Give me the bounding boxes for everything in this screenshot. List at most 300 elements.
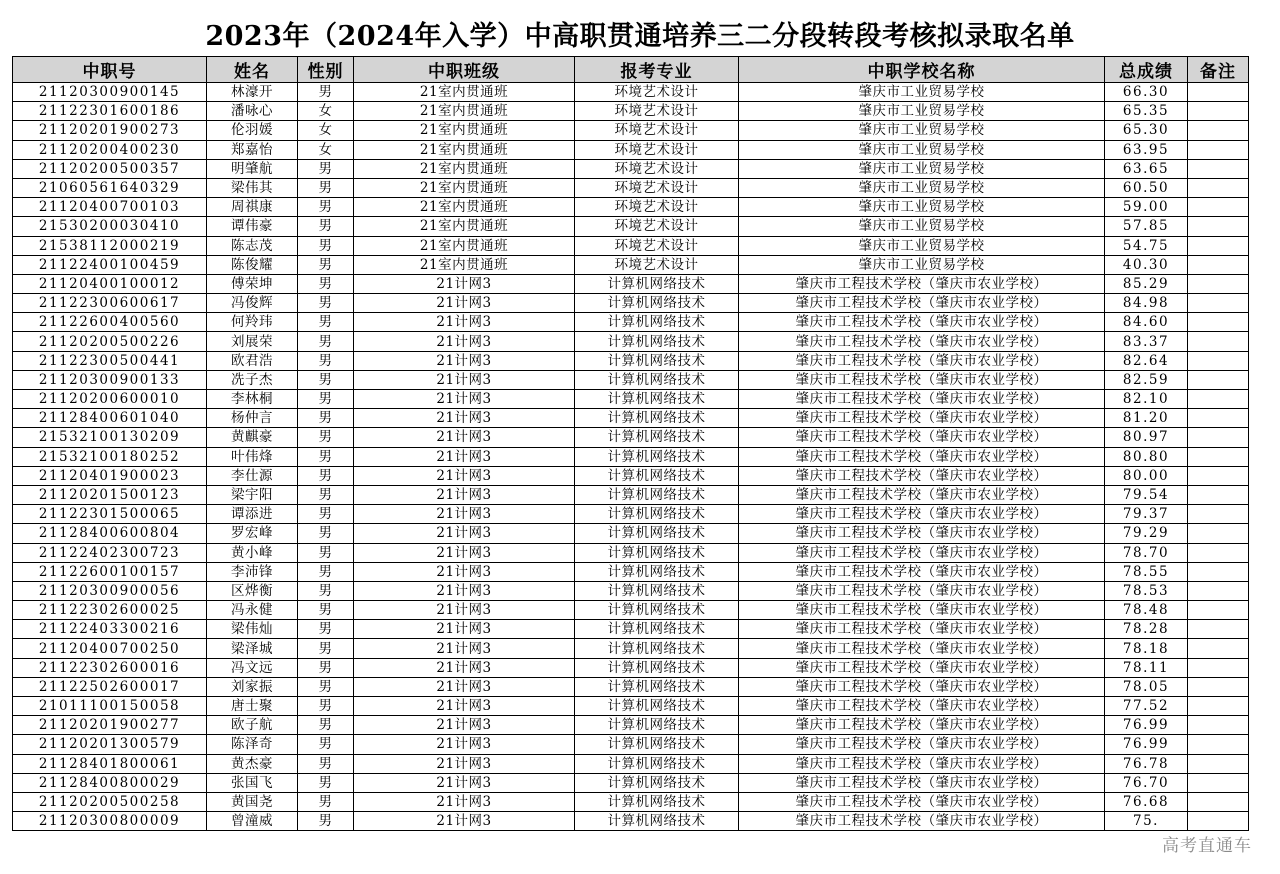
- name-cell: 冯俊辉: [207, 294, 298, 313]
- major-cell: 环境艺术设计: [575, 83, 739, 102]
- student-id-cell: 21120400100012: [13, 274, 207, 293]
- gender-cell: 男: [298, 83, 354, 102]
- remarks-cell: [1188, 428, 1249, 447]
- score-cell: 76.70: [1105, 773, 1188, 792]
- score-cell: 79.29: [1105, 524, 1188, 543]
- name-cell: 陈俊耀: [207, 255, 298, 274]
- score-cell: 76.99: [1105, 735, 1188, 754]
- name-cell: 陈志茂: [207, 236, 298, 255]
- remarks-cell: [1188, 697, 1249, 716]
- score-cell: 57.85: [1105, 217, 1188, 236]
- student-id-cell: 21128401800061: [13, 754, 207, 773]
- score-cell: 78.28: [1105, 620, 1188, 639]
- table-row: [13, 217, 1249, 236]
- class-cell: 21计网3: [354, 735, 575, 754]
- student-id-cell: 21530200030410: [13, 217, 207, 236]
- remarks-cell: [1188, 83, 1249, 102]
- gender-cell: 男: [298, 370, 354, 389]
- remarks-cell: [1188, 159, 1249, 178]
- gender-cell: 男: [298, 697, 354, 716]
- student-id-cell: 21122600400560: [13, 313, 207, 332]
- table-row: [13, 773, 1249, 792]
- score-cell: 82.10: [1105, 390, 1188, 409]
- score-cell: 76.78: [1105, 754, 1188, 773]
- table-row: [13, 102, 1249, 121]
- school-cell: 肇庆市工程技术学校（肇庆市农业学校）: [739, 639, 1105, 658]
- table-row: [13, 351, 1249, 370]
- gender-cell: 女: [298, 121, 354, 140]
- gender-cell: 男: [298, 236, 354, 255]
- school-cell: 肇庆市工业贸易学校: [739, 159, 1105, 178]
- table-row: [13, 562, 1249, 581]
- school-cell: 肇庆市工业贸易学校: [739, 217, 1105, 236]
- table-row: [13, 332, 1249, 351]
- header-total-score: 总成绩: [1105, 57, 1188, 83]
- gender-cell: 男: [298, 428, 354, 447]
- score-cell: 79.37: [1105, 505, 1188, 524]
- student-id-cell: 21122301500065: [13, 505, 207, 524]
- class-cell: 21计网3: [354, 620, 575, 639]
- name-cell: 黄国尧: [207, 792, 298, 811]
- gender-cell: 男: [298, 198, 354, 217]
- class-cell: 21计网3: [354, 716, 575, 735]
- table-row: [13, 581, 1249, 600]
- school-cell: 肇庆市工程技术学校（肇庆市农业学校）: [739, 485, 1105, 504]
- major-cell: 计算机网络技术: [575, 697, 739, 716]
- gender-cell: 男: [298, 255, 354, 274]
- header-class: 中职班级: [354, 57, 575, 83]
- class-cell: 21计网3: [354, 313, 575, 332]
- class-cell: 21计网3: [354, 677, 575, 696]
- gender-cell: 男: [298, 735, 354, 754]
- student-id-cell: 21011100150058: [13, 697, 207, 716]
- score-cell: 81.20: [1105, 409, 1188, 428]
- table-row: [13, 140, 1249, 159]
- name-cell: 周祺康: [207, 198, 298, 217]
- remarks-cell: [1188, 639, 1249, 658]
- school-cell: 肇庆市工程技术学校（肇庆市农业学校）: [739, 792, 1105, 811]
- header-major: 报考专业: [575, 57, 739, 83]
- school-cell: 肇庆市工程技术学校（肇庆市农业学校）: [739, 351, 1105, 370]
- student-id-cell: 21128400601040: [13, 409, 207, 428]
- school-cell: 肇庆市工程技术学校（肇庆市农业学校）: [739, 620, 1105, 639]
- name-cell: 梁宇阳: [207, 485, 298, 504]
- name-cell: 张国飞: [207, 773, 298, 792]
- major-cell: 环境艺术设计: [575, 198, 739, 217]
- remarks-cell: [1188, 524, 1249, 543]
- gender-cell: 男: [298, 754, 354, 773]
- student-id-cell: 21120400700103: [13, 198, 207, 217]
- class-cell: 21室内贯通班: [354, 140, 575, 159]
- score-cell: 78.55: [1105, 562, 1188, 581]
- name-cell: 明肇航: [207, 159, 298, 178]
- major-cell: 计算机网络技术: [575, 332, 739, 351]
- remarks-cell: [1188, 485, 1249, 504]
- score-cell: 63.65: [1105, 159, 1188, 178]
- remarks-cell: [1188, 792, 1249, 811]
- gender-cell: 男: [298, 581, 354, 600]
- student-id-cell: 21122302600025: [13, 601, 207, 620]
- student-id-cell: 21120200400230: [13, 140, 207, 159]
- student-id-cell: 21122300600617: [13, 294, 207, 313]
- name-cell: 李仕源: [207, 466, 298, 485]
- school-cell: 肇庆市工程技术学校（肇庆市农业学校）: [739, 390, 1105, 409]
- score-cell: 66.30: [1105, 83, 1188, 102]
- gender-cell: 男: [298, 524, 354, 543]
- score-cell: 78.70: [1105, 543, 1188, 562]
- remarks-cell: [1188, 294, 1249, 313]
- remarks-cell: [1188, 543, 1249, 562]
- name-cell: 欧君浩: [207, 351, 298, 370]
- class-cell: 21室内贯通班: [354, 236, 575, 255]
- table-row: [13, 178, 1249, 197]
- remarks-cell: [1188, 255, 1249, 274]
- remarks-cell: [1188, 140, 1249, 159]
- school-cell: 肇庆市工程技术学校（肇庆市农业学校）: [739, 505, 1105, 524]
- major-cell: 计算机网络技术: [575, 581, 739, 600]
- table-row: [13, 294, 1249, 313]
- score-cell: 76.68: [1105, 792, 1188, 811]
- document-title: 2023年（2024年入学）中高职贯通培养三二分段转段考核拟录取名单: [205, 21, 1075, 52]
- name-cell: 谭添进: [207, 505, 298, 524]
- table-row: [13, 812, 1249, 831]
- score-cell: 80.97: [1105, 428, 1188, 447]
- name-cell: 罗宏峰: [207, 524, 298, 543]
- gender-cell: 男: [298, 773, 354, 792]
- class-cell: 21计网3: [354, 543, 575, 562]
- table-header-row: [13, 57, 1249, 83]
- table-row: [13, 697, 1249, 716]
- gender-cell: 男: [298, 351, 354, 370]
- name-cell: 李林桐: [207, 390, 298, 409]
- major-cell: 计算机网络技术: [575, 524, 739, 543]
- gender-cell: 男: [298, 658, 354, 677]
- table-row: [13, 236, 1249, 255]
- school-cell: 肇庆市工业贸易学校: [739, 236, 1105, 255]
- student-id-cell: 21120201900273: [13, 121, 207, 140]
- major-cell: 计算机网络技术: [575, 294, 739, 313]
- student-id-cell: 21122300500441: [13, 351, 207, 370]
- student-id-cell: 21120300800009: [13, 812, 207, 831]
- class-cell: 21计网3: [354, 812, 575, 831]
- major-cell: 计算机网络技术: [575, 658, 739, 677]
- major-cell: 计算机网络技术: [575, 562, 739, 581]
- score-cell: 54.75: [1105, 236, 1188, 255]
- remarks-cell: [1188, 351, 1249, 370]
- remarks-cell: [1188, 313, 1249, 332]
- school-cell: 肇庆市工程技术学校（肇庆市农业学校）: [739, 447, 1105, 466]
- school-cell: 肇庆市工程技术学校（肇庆市农业学校）: [739, 677, 1105, 696]
- name-cell: 叶伟烽: [207, 447, 298, 466]
- school-cell: 肇庆市工业贸易学校: [739, 178, 1105, 197]
- table-row: [13, 198, 1249, 217]
- major-cell: 环境艺术设计: [575, 140, 739, 159]
- student-id-cell: 21120200500226: [13, 332, 207, 351]
- major-cell: 环境艺术设计: [575, 217, 739, 236]
- school-cell: 肇庆市工业贸易学校: [739, 102, 1105, 121]
- name-cell: 梁泽城: [207, 639, 298, 658]
- remarks-cell: [1188, 562, 1249, 581]
- class-cell: 21计网3: [354, 792, 575, 811]
- table-row: [13, 735, 1249, 754]
- major-cell: 计算机网络技术: [575, 409, 739, 428]
- major-cell: 计算机网络技术: [575, 447, 739, 466]
- school-cell: 肇庆市工程技术学校（肇庆市农业学校）: [739, 428, 1105, 447]
- gender-cell: 男: [298, 620, 354, 639]
- major-cell: 环境艺术设计: [575, 236, 739, 255]
- gender-cell: 男: [298, 390, 354, 409]
- school-cell: 肇庆市工程技术学校（肇庆市农业学校）: [739, 754, 1105, 773]
- major-cell: 计算机网络技术: [575, 313, 739, 332]
- table-row: [13, 466, 1249, 485]
- remarks-cell: [1188, 677, 1249, 696]
- student-id-cell: 21128400600804: [13, 524, 207, 543]
- score-cell: 83.37: [1105, 332, 1188, 351]
- gender-cell: 男: [298, 178, 354, 197]
- major-cell: 计算机网络技术: [575, 754, 739, 773]
- remarks-cell: [1188, 198, 1249, 217]
- school-cell: 肇庆市工程技术学校（肇庆市农业学校）: [739, 524, 1105, 543]
- remarks-cell: [1188, 466, 1249, 485]
- student-id-cell: 21122600100157: [13, 562, 207, 581]
- school-cell: 肇庆市工程技术学校（肇庆市农业学校）: [739, 332, 1105, 351]
- table-row: [13, 543, 1249, 562]
- table-row: [13, 390, 1249, 409]
- gender-cell: 男: [298, 792, 354, 811]
- remarks-cell: [1188, 370, 1249, 389]
- class-cell: 21计网3: [354, 562, 575, 581]
- gender-cell: 男: [298, 677, 354, 696]
- class-cell: 21计网3: [354, 274, 575, 293]
- student-id-cell: 21122400100459: [13, 255, 207, 274]
- gender-cell: 男: [298, 543, 354, 562]
- student-id-cell: 21532100130209: [13, 428, 207, 447]
- student-id-cell: 21120200600010: [13, 390, 207, 409]
- gender-cell: 男: [298, 505, 354, 524]
- class-cell: 21计网3: [354, 601, 575, 620]
- table-row: [13, 159, 1249, 178]
- class-cell: 21计网3: [354, 697, 575, 716]
- student-id-cell: 21122502600017: [13, 677, 207, 696]
- name-cell: 曾潼威: [207, 812, 298, 831]
- class-cell: 21室内贯通班: [354, 198, 575, 217]
- school-cell: 肇庆市工程技术学校（肇庆市农业学校）: [739, 697, 1105, 716]
- student-id-cell: 21120300900145: [13, 83, 207, 102]
- name-cell: 陈泽奇: [207, 735, 298, 754]
- score-cell: 78.18: [1105, 639, 1188, 658]
- student-id-cell: 21120201300579: [13, 735, 207, 754]
- gender-cell: 男: [298, 639, 354, 658]
- major-cell: 计算机网络技术: [575, 620, 739, 639]
- name-cell: 刘家振: [207, 677, 298, 696]
- remarks-cell: [1188, 447, 1249, 466]
- student-id-cell: 21120201900277: [13, 716, 207, 735]
- table-row: [13, 121, 1249, 140]
- major-cell: 环境艺术设计: [575, 178, 739, 197]
- major-cell: 计算机网络技术: [575, 735, 739, 754]
- admission-list-table: [12, 56, 1249, 831]
- remarks-cell: [1188, 620, 1249, 639]
- score-cell: 78.53: [1105, 581, 1188, 600]
- score-cell: 78.11: [1105, 658, 1188, 677]
- major-cell: 计算机网络技术: [575, 428, 739, 447]
- score-cell: 85.29: [1105, 274, 1188, 293]
- class-cell: 21计网3: [354, 505, 575, 524]
- class-cell: 21计网3: [354, 332, 575, 351]
- remarks-cell: [1188, 236, 1249, 255]
- gender-cell: 男: [298, 447, 354, 466]
- score-cell: 80.00: [1105, 466, 1188, 485]
- score-cell: 75.: [1105, 812, 1188, 831]
- major-cell: 计算机网络技术: [575, 716, 739, 735]
- major-cell: 计算机网络技术: [575, 390, 739, 409]
- name-cell: 傅荣坤: [207, 274, 298, 293]
- remarks-cell: [1188, 581, 1249, 600]
- gender-cell: 男: [298, 485, 354, 504]
- score-cell: 84.98: [1105, 294, 1188, 313]
- header-name: 姓名: [207, 57, 298, 83]
- class-cell: 21计网3: [354, 466, 575, 485]
- class-cell: 21计网3: [354, 351, 575, 370]
- name-cell: 潘咏心: [207, 102, 298, 121]
- major-cell: 计算机网络技术: [575, 351, 739, 370]
- student-id-cell: 21538112000219: [13, 236, 207, 255]
- gender-cell: 女: [298, 140, 354, 159]
- gender-cell: 男: [298, 294, 354, 313]
- major-cell: 计算机网络技术: [575, 505, 739, 524]
- name-cell: 冯文远: [207, 658, 298, 677]
- student-id-cell: 21120401900023: [13, 466, 207, 485]
- table-row: [13, 255, 1249, 274]
- school-cell: 肇庆市工程技术学校（肇庆市农业学校）: [739, 294, 1105, 313]
- gender-cell: 男: [298, 332, 354, 351]
- score-cell: 78.05: [1105, 677, 1188, 696]
- class-cell: 21计网3: [354, 581, 575, 600]
- name-cell: 黄杰豪: [207, 754, 298, 773]
- major-cell: 计算机网络技术: [575, 677, 739, 696]
- remarks-cell: [1188, 812, 1249, 831]
- table-row: [13, 716, 1249, 735]
- school-cell: 肇庆市工业贸易学校: [739, 198, 1105, 217]
- gender-cell: 男: [298, 274, 354, 293]
- gender-cell: 男: [298, 601, 354, 620]
- gender-cell: 男: [298, 562, 354, 581]
- student-id-cell: 21120400700250: [13, 639, 207, 658]
- class-cell: 21室内贯通班: [354, 178, 575, 197]
- table-row: [13, 485, 1249, 504]
- table-row: [13, 658, 1249, 677]
- gender-cell: 男: [298, 716, 354, 735]
- class-cell: 21计网3: [354, 773, 575, 792]
- name-cell: 刘展荣: [207, 332, 298, 351]
- table-row: [13, 83, 1249, 102]
- remarks-cell: [1188, 773, 1249, 792]
- remarks-cell: [1188, 505, 1249, 524]
- table-row: [13, 505, 1249, 524]
- remarks-cell: [1188, 409, 1249, 428]
- score-cell: 78.48: [1105, 601, 1188, 620]
- remarks-cell: [1188, 102, 1249, 121]
- major-cell: 计算机网络技术: [575, 639, 739, 658]
- major-cell: 环境艺术设计: [575, 159, 739, 178]
- header-remarks: 备注: [1188, 57, 1249, 83]
- header-gender: 性别: [298, 57, 354, 83]
- class-cell: 21计网3: [354, 485, 575, 504]
- gender-cell: 男: [298, 313, 354, 332]
- school-cell: 肇庆市工程技术学校（肇庆市农业学校）: [739, 658, 1105, 677]
- name-cell: 林濠开: [207, 83, 298, 102]
- remarks-cell: [1188, 601, 1249, 620]
- name-cell: 黄麒豪: [207, 428, 298, 447]
- class-cell: 21计网3: [354, 294, 575, 313]
- gender-cell: 男: [298, 217, 354, 236]
- major-cell: 计算机网络技术: [575, 792, 739, 811]
- major-cell: 计算机网络技术: [575, 466, 739, 485]
- table-row: [13, 620, 1249, 639]
- major-cell: 计算机网络技术: [575, 773, 739, 792]
- name-cell: 郑嘉怡: [207, 140, 298, 159]
- school-cell: 肇庆市工程技术学校（肇庆市农业学校）: [739, 562, 1105, 581]
- school-cell: 肇庆市工业贸易学校: [739, 83, 1105, 102]
- class-cell: 21计网3: [354, 524, 575, 543]
- major-cell: 计算机网络技术: [575, 370, 739, 389]
- school-cell: 肇庆市工程技术学校（肇庆市农业学校）: [739, 370, 1105, 389]
- name-cell: 区烨衡: [207, 581, 298, 600]
- score-cell: 60.50: [1105, 178, 1188, 197]
- class-cell: 21计网3: [354, 658, 575, 677]
- remarks-cell: [1188, 217, 1249, 236]
- table-row: [13, 370, 1249, 389]
- name-cell: 梁伟灿: [207, 620, 298, 639]
- student-id-cell: 21122302600016: [13, 658, 207, 677]
- class-cell: 21室内贯通班: [354, 255, 575, 274]
- score-cell: 77.52: [1105, 697, 1188, 716]
- class-cell: 21室内贯通班: [354, 102, 575, 121]
- class-cell: 21计网3: [354, 390, 575, 409]
- score-cell: 59.00: [1105, 198, 1188, 217]
- school-cell: 肇庆市工程技术学校（肇庆市农业学校）: [739, 716, 1105, 735]
- table-row: [13, 447, 1249, 466]
- school-cell: 肇庆市工业贸易学校: [739, 255, 1105, 274]
- student-id-cell: 21120201500123: [13, 485, 207, 504]
- table-row: [13, 677, 1249, 696]
- class-cell: 21室内贯通班: [354, 217, 575, 236]
- remarks-cell: [1188, 658, 1249, 677]
- remarks-cell: [1188, 332, 1249, 351]
- header-school: 中职学校名称: [739, 57, 1105, 83]
- class-cell: 21室内贯通班: [354, 159, 575, 178]
- school-cell: 肇庆市工程技术学校（肇庆市农业学校）: [739, 543, 1105, 562]
- student-id-cell: 21122301600186: [13, 102, 207, 121]
- table-row: [13, 409, 1249, 428]
- class-cell: 21计网3: [354, 428, 575, 447]
- major-cell: 计算机网络技术: [575, 274, 739, 293]
- remarks-cell: [1188, 178, 1249, 197]
- remarks-cell: [1188, 716, 1249, 735]
- school-cell: 肇庆市工程技术学校（肇庆市农业学校）: [739, 773, 1105, 792]
- class-cell: 21计网3: [354, 370, 575, 389]
- score-cell: 84.60: [1105, 313, 1188, 332]
- school-cell: 肇庆市工程技术学校（肇庆市农业学校）: [739, 601, 1105, 620]
- remarks-cell: [1188, 754, 1249, 773]
- remarks-cell: [1188, 735, 1249, 754]
- score-cell: 40.30: [1105, 255, 1188, 274]
- header-student-id: 中职号: [13, 57, 207, 83]
- student-id-cell: 21060561640329: [13, 178, 207, 197]
- major-cell: 计算机网络技术: [575, 485, 739, 504]
- gender-cell: 男: [298, 466, 354, 485]
- table-row: [13, 428, 1249, 447]
